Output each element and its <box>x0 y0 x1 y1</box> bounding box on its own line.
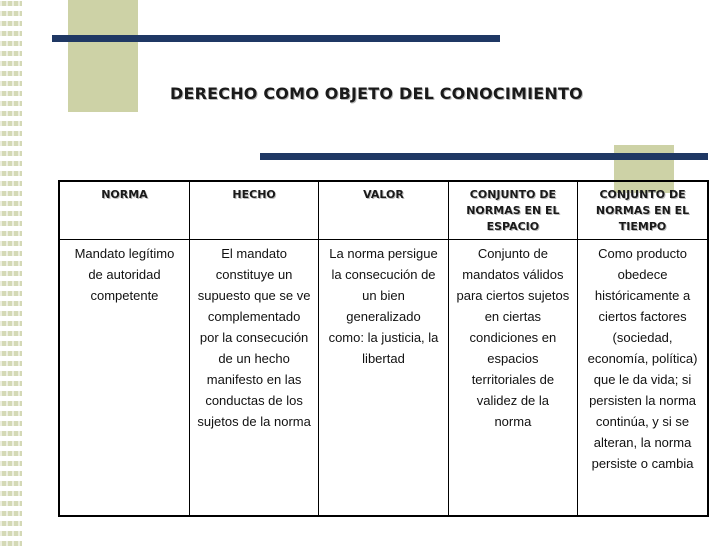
header-espacio: CONJUNTO DE NORMAS EN EL ESPACIO <box>448 181 577 240</box>
cell-valor: La norma persigue la consecución de un bien generalizado como: la justicia, la libertad <box>319 240 448 517</box>
cell-espacio: Conjunto de mandatos válidos para ciertos sujetos en ciertas condiciones en espacios territoriales de validez de la norma <box>448 240 577 517</box>
header-tiempo: CONJUNTO DE NORMAS EN EL TIEMPO <box>578 181 708 240</box>
table-header-row <box>59 181 708 240</box>
slide-title: DERECHO COMO OBJETO DEL CONOCIMIENTO <box>170 84 583 103</box>
cell-tiempo: Como producto obedece históricamente a ciertos factores (sociedad, economía, política) que le da vida; si persisten la norma continúa, y si se alteran, la norma persiste o cambia <box>578 240 708 517</box>
concept-table <box>58 180 709 517</box>
header-hecho: HECHO <box>189 181 318 240</box>
header-norma: NORMA <box>59 181 189 240</box>
cell-hecho: El mandato constituye un supuesto que se ve complementado por la consecución de un hecho manifesto en las conductas de los sujetos de la norma <box>189 240 318 517</box>
decorative-square-top <box>68 0 138 112</box>
decorative-bar-middle <box>260 153 708 160</box>
decorative-bar-top <box>52 35 500 42</box>
header-valor: VALOR <box>319 181 448 240</box>
cell-norma: Mandato legítimo de autoridad competente <box>59 240 189 517</box>
decorative-stripes <box>0 0 22 546</box>
table-row <box>59 240 708 517</box>
